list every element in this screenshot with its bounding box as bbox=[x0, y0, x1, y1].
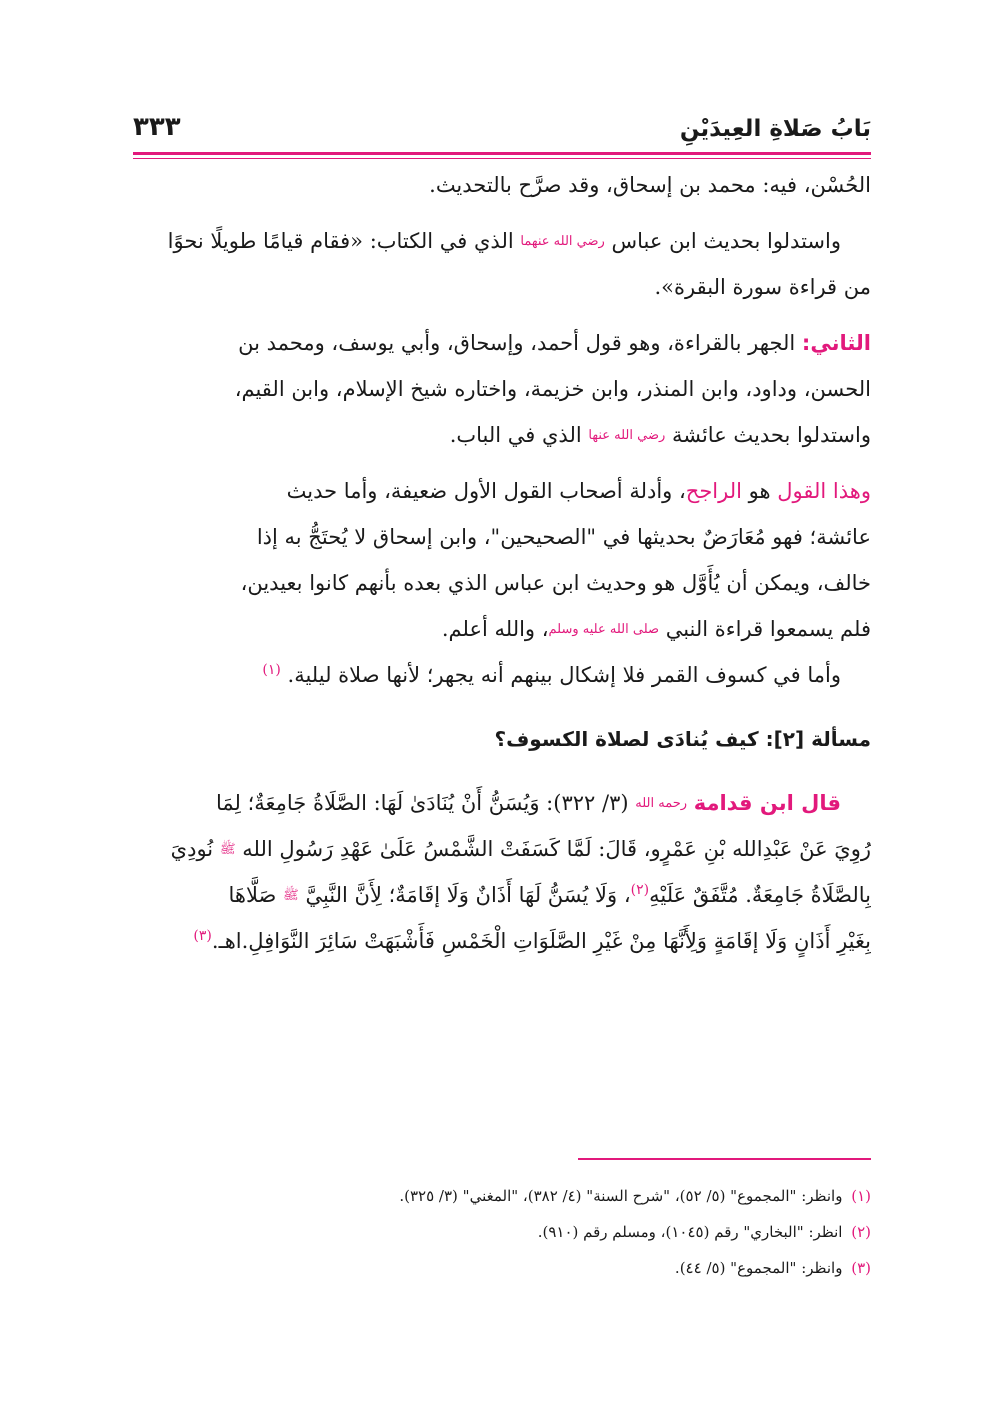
footnote bbox=[133, 1178, 871, 1214]
section-heading: مسألة [٢]: كيف يُنادَى لصلاة الكسوف؟ bbox=[494, 727, 871, 751]
footnote-text: انظر: "البخاري" رقم (١٠٤٥)، ومسلم رقم (٩١٠). bbox=[537, 1223, 843, 1241]
page-number: ٣٣٣ bbox=[133, 112, 181, 142]
quote-line-1: قال ابن قدامة رحمه الله (٣/ ٣٢٢): وَيُسَنُّ أَنْ يُنَادَىٰ لَهَا: الصَّلَاةُ جَامِعَةٌ؛ لِمَا bbox=[215, 791, 841, 815]
running-header bbox=[133, 108, 871, 152]
footnotes bbox=[133, 1178, 871, 1286]
honorific-glyph: رحمه الله bbox=[635, 796, 688, 811]
honorific-glyph: ﷺ bbox=[283, 888, 299, 903]
header-rule-thick bbox=[133, 152, 871, 155]
paragraph-4-line-3: خالف، ويمكن أن يُأَوَّل هو وحديث ابن عباس الذي بعده بأنهم كانوا بعيدين، bbox=[240, 571, 871, 595]
footnote-ref-3[interactable]: (٣) bbox=[193, 928, 212, 944]
paragraph-3-line-1: الثاني: الجهر بالقراءة، وهو قول أحمد، وإسحاق، وأبي يوسف، ومحمد بن bbox=[238, 331, 871, 355]
footnote-rule bbox=[578, 1158, 871, 1160]
footnote-number: (١) bbox=[851, 1187, 871, 1205]
main-text bbox=[133, 162, 871, 964]
footnote bbox=[133, 1214, 871, 1250]
paragraph-4-line-2: عائشة؛ فهو مُعَارَضٌ بحديثها في "الصحيحين"، وابن إسحاق لا يُحتَجُّ به إذا bbox=[256, 525, 871, 549]
footnote bbox=[133, 1250, 871, 1286]
header-rule-thin bbox=[133, 158, 871, 159]
quoted-author: قال ابن قدامة bbox=[693, 791, 841, 815]
quote-line-2: رُوِيَ عَنْ عَبْدِالله بْنِ عَمْرٍو، قَالَ: لَمَّا كَسَفَتْ الشَّمْسُ عَلَىٰ عَهْدِ رَسُولِ الله ﷺ نُودِيَ bbox=[170, 837, 871, 861]
footnote-text: وانظر: "المجموع" (٥/ ٤٤). bbox=[674, 1259, 843, 1277]
footnote-text: وانظر: "المجموع" (٥/ ٥٢)، "شرح السنة" (٤/ ٣٨٢)، "المغني" (٣/ ٣٢٥). bbox=[399, 1187, 843, 1205]
paragraph-4-line-1: وهذا القول هو الراجح، وأدلة أصحاب القول الأول ضعيفة، وأما حديث bbox=[286, 479, 871, 503]
footnote-number: (٣) bbox=[851, 1259, 871, 1277]
paragraph-3-line-2: الحسن، وداود، وابن المنذر، وابن خزيمة، واختاره شيخ الإسلام، وابن القيم، bbox=[234, 377, 871, 401]
quote-line-3: بِالصَّلَاةُ جَامِعَةٌ. مُتَّفَقٌ عَلَيْهِ$^{(٢)}$، وَلَا يُسَنُّ لَهَا أَذَانٌ وَلَا إقَامَةٌ؛ لِأَنَّ النَّبِيَّ ﷺ صَلَّاهَا bbox=[228, 882, 871, 907]
preferred-term: الراجح bbox=[685, 479, 742, 503]
chapter-title: بَابُ صَلاةِ العِيدَيْنِ bbox=[679, 116, 871, 142]
preferred-view-term: وهذا القول bbox=[777, 479, 871, 503]
honorific-glyph: رضي الله عنهما bbox=[520, 234, 605, 249]
honorific-glyph: صلى الله عليه وسلم bbox=[548, 622, 660, 637]
footnote-ref-2[interactable]: (٢) bbox=[630, 882, 650, 898]
paragraph-3-line-3: واستدلوا بحديث عائشة رضي الله عنها الذي في الباب. bbox=[449, 423, 871, 447]
paragraph-2-line-1: واستدلوا بحديث ابن عباس رضي الله عنهما الذي في الكتاب: «فقام قيامًا طويلًا نحوًا bbox=[167, 229, 841, 253]
paragraph-4-line-4: فلم يسمعوا قراءة النبي صلى الله عليه وسلم، والله أعلم. bbox=[441, 617, 871, 641]
paragraph-2-line-2: من قراءة سورة البقرة». bbox=[654, 275, 871, 299]
paragraph-1-line-1: الحُسْن، فيه: محمد بن إسحاق، وقد صرَّح بالتحديث. bbox=[429, 173, 871, 197]
footnote-number: (٢) bbox=[851, 1223, 871, 1241]
footnote-ref-1[interactable]: (١) bbox=[262, 662, 281, 678]
honorific-glyph: رضي الله عنها bbox=[588, 428, 666, 443]
paragraph-5-line-1: وأما في كسوف القمر فلا إشكال بينهم أنه يجهر؛ لأنها صلاة ليلية. $^{(١)}$ bbox=[262, 662, 841, 687]
quote-line-4: بِغَيْرِ أَذَانٍ وَلَا إقَامَةٍ وَلِأَنَّهَا مِنْ غَيْرِ الصَّلَوَاتِ الْخَمْسِ فَأَشْبَهَتْ سَائِرَ النَّوَافِلِ.اهـ.$^{(٣)}$ bbox=[193, 928, 871, 953]
second-opinion-label: الثاني: bbox=[801, 331, 871, 355]
honorific-glyph: ﷺ bbox=[219, 842, 236, 857]
